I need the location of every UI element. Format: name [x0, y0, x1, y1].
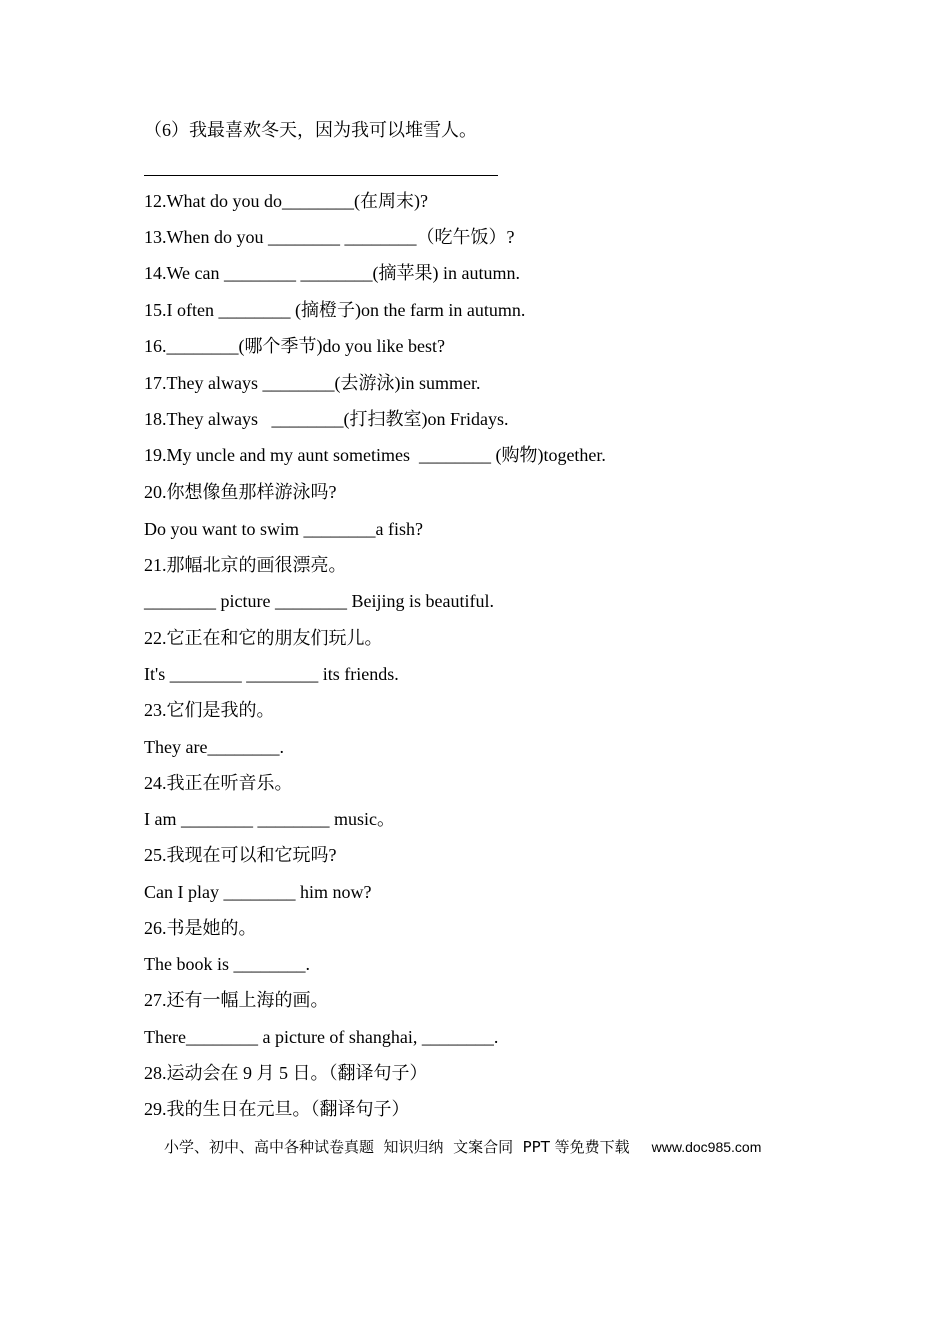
question-20-english: Do you want to swim ________a fish? — [144, 519, 423, 539]
question-21-chinese: 21.那幅北京的画很漂亮。 — [144, 555, 347, 575]
footer-text: 小学、初中、高中各种试卷真题 知识归纳 文案合同 PPT 等免费下载 — [164, 1138, 630, 1156]
question-26-chinese: 26.书是她的。 — [144, 918, 257, 938]
question-26-english: The book is ________. — [144, 954, 310, 974]
question-29: 29.我的生日在元旦。（翻译句子） — [144, 1099, 410, 1119]
question-19: 19.My uncle and my aunt sometimes ________ (购物)together. — [144, 445, 606, 465]
question-27-chinese: 27.还有一幅上海的画。 — [144, 990, 329, 1010]
question-22-chinese: 22.它正在和它的朋友们玩儿。 — [144, 628, 383, 648]
question-24-english: I am ________ ________ music。 — [144, 809, 395, 829]
question-6-chinese: （6）我最喜欢冬天，因为我可以堆雪人。 — [144, 120, 477, 140]
question-16: 16.________(哪个季节)do you like best? — [144, 336, 445, 356]
question-20-chinese: 20.你想像鱼那样游泳吗? — [144, 482, 337, 502]
answer-blank-line — [144, 175, 498, 176]
page-footer — [164, 1136, 761, 1158]
question-21-english: ________ picture ________ Beijing is beautiful. — [144, 591, 494, 611]
question-18: 18.They always ________(打扫教室)on Fridays. — [144, 409, 509, 429]
footer-website: www.doc985.com — [651, 1139, 762, 1155]
question-25-english: Can I play ________ him now? — [144, 882, 372, 902]
question-23-chinese: 23.它们是我的。 — [144, 700, 275, 720]
question-14: 14.We can ________ ________(摘苹果) in autumn. — [144, 263, 520, 283]
question-28: 28.运动会在 9 月 5 日。（翻译句子） — [144, 1063, 428, 1083]
question-23-english: They are________. — [144, 737, 284, 757]
question-25-chinese: 25.我现在可以和它玩吗? — [144, 845, 337, 865]
question-15: 15.I often ________ (摘橙子)on the farm in autumn. — [144, 300, 526, 320]
question-27-english: There________ a picture of shanghai, ________. — [144, 1027, 499, 1047]
question-12: 12.What do you do________(在周末)? — [144, 191, 428, 211]
question-17: 17.They always ________(去游泳)in summer. — [144, 373, 481, 393]
question-13: 13.When do you ________ ________（吃午饭）? — [144, 227, 515, 247]
question-24-chinese: 24.我正在听音乐。 — [144, 773, 293, 793]
question-22-english: It's ________ ________ its friends. — [144, 664, 399, 684]
